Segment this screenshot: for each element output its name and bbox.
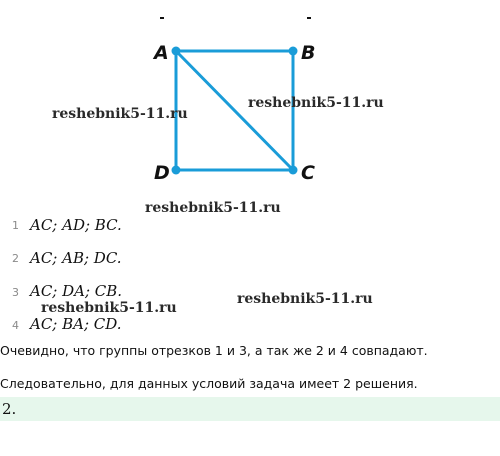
option-text: AC; AB; DC. [30, 249, 122, 267]
option-number: 2 [12, 252, 19, 265]
explanation-line: Следовательно, для данных условий задача имеет 2 решения. [0, 376, 418, 391]
watermark: reshebnik5-11.ru [52, 106, 188, 122]
vertex-d-dot [172, 166, 181, 175]
option-number: 1 [12, 219, 19, 232]
vertex-d-label: D [154, 162, 170, 184]
watermark: reshebnik5-11.ru [248, 95, 384, 111]
option-text: AC; BA; CD. [30, 315, 122, 333]
watermark: reshebnik5-11.ru [237, 291, 373, 307]
vertex-c-dot [289, 166, 298, 175]
vertex-b-label: B [301, 42, 316, 64]
watermark: reshebnik5-11.ru [41, 300, 177, 316]
option-number: 3 [12, 286, 19, 299]
vertex-b-dot [289, 47, 298, 56]
option-number: 4 [12, 319, 19, 332]
vertex-c-label: C [301, 162, 315, 184]
option-text: AC; AD; BC. [30, 216, 122, 234]
answer-highlight [0, 397, 500, 421]
cropped-mark-left [160, 17, 164, 19]
vertex-a-label: A [154, 42, 169, 64]
vertex-a-dot [172, 47, 181, 56]
cropped-mark-right [307, 17, 311, 19]
explanation-line: Очевидно, что группы отрезков 1 и 3, а так же 2 и 4 совпадают. [0, 343, 428, 358]
watermark: reshebnik5-11.ru [145, 200, 281, 216]
answer-text: 2. [2, 400, 17, 418]
option-text: AC; DA; CB. [30, 282, 123, 300]
